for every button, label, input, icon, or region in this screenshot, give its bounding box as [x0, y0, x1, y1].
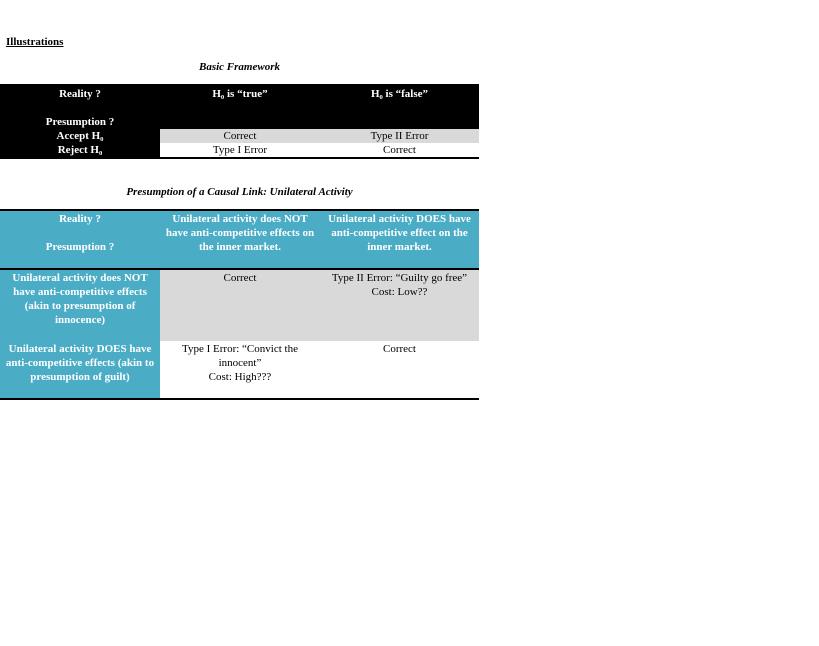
page-heading: Illustrations [6, 36, 64, 48]
presumption-label: Presumption ? [0, 115, 160, 129]
cell-text: Type I Error: “Convict the innocent” [182, 343, 298, 369]
empty-header-cell [320, 115, 479, 129]
header-row [0, 84, 479, 115]
causal-link-table [0, 209, 479, 400]
cell-cost: Cost: High??? [208, 371, 272, 383]
header-row [0, 210, 479, 269]
column-header-h0-true: H₀ is “true” [160, 84, 320, 115]
row-label-reject: Reject H₀ [0, 143, 160, 158]
empty-header-cell [160, 115, 320, 129]
row-label-innocence: Unilateral activity does NOT have anti-competitive effects (akin to presumption of innocence) [0, 269, 160, 341]
presumption-row [0, 115, 479, 129]
cell-cost: Cost: Low?? [371, 286, 428, 298]
basic-framework-table [0, 84, 479, 159]
causal-link-title: Presumption of a Causal Link: Unilateral Activity [126, 186, 353, 198]
table-cell [320, 269, 479, 341]
column-header-h0-false: H₀ is “false” [320, 84, 479, 115]
row-label-guilt: Unilateral activity DOES have anti-competitive effects (akin to presumption of guilt) [0, 341, 160, 399]
column-header-no-effect: Unilateral activity does NOT have anti-competitive effects on the inner market. [160, 210, 320, 269]
table-row [0, 129, 479, 143]
table-cell: Correct [320, 143, 479, 158]
row-label-accept: Accept H₀ [0, 129, 160, 143]
table-row [0, 341, 479, 399]
table-row [0, 143, 479, 158]
table-cell: Correct [320, 341, 479, 399]
reality-presumption-header [0, 210, 160, 269]
table-cell [160, 341, 320, 399]
table-cell: Correct [160, 129, 320, 143]
cell-text: Type II Error: “Guilty go free” [331, 272, 468, 284]
table-cell: Correct [160, 269, 320, 341]
table-row [0, 269, 479, 341]
reality-label: Reality ? [59, 213, 101, 225]
presumption-label: Presumption ? [45, 241, 115, 253]
column-header-has-effect: Unilateral activity DOES have anti-competitive effect on the inner market. [320, 210, 479, 269]
table-cell: Type I Error [160, 143, 320, 158]
basic-framework-title: Basic Framework [199, 61, 280, 73]
table-cell: Type II Error [320, 129, 479, 143]
reality-label: Reality ? [0, 84, 160, 115]
